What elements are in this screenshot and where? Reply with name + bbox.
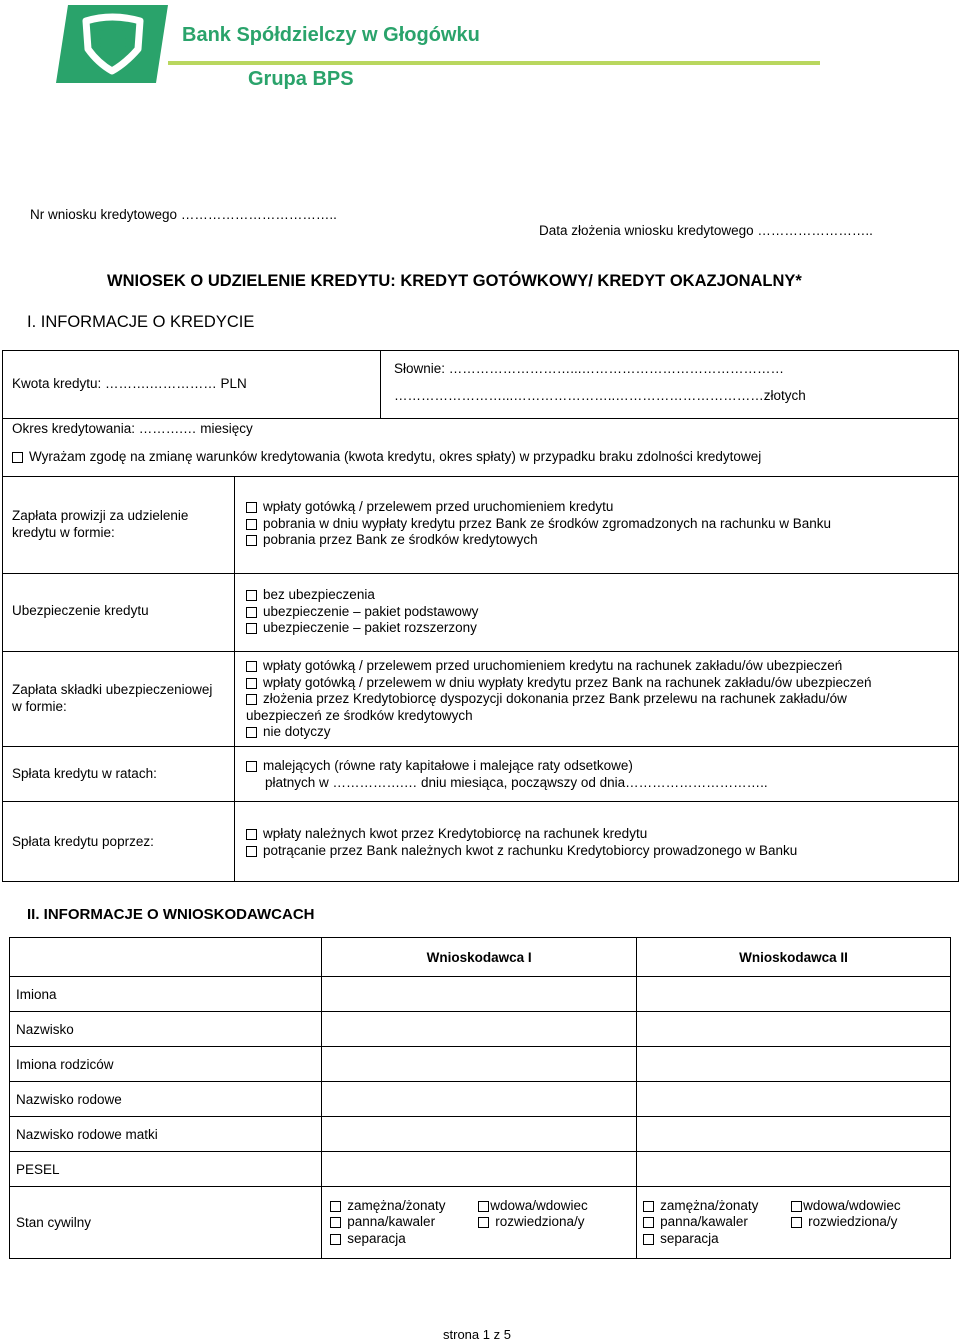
- marital-option[interactable]: [643, 1198, 791, 1215]
- option-label: pobrania przez Bank ze środków kredytowych: [263, 532, 538, 547]
- installments-options: [246, 758, 768, 791]
- form-title: WNIOSEK O UDZIELENIE KREDYTU: KREDYT GOTÓWKOWY/ KREDYT OKAZJONALNY*: [107, 272, 802, 290]
- repayment-option[interactable]: [246, 843, 797, 860]
- option-label: wdowa/wdowiec: [490, 1197, 588, 1213]
- checkbox[interactable]: [246, 535, 257, 546]
- option-label: wpłaty gotówką / przelewem w dniu wypłaty kredytu przez Bank na rachunek zakładu/ów ubezpieczeń: [263, 674, 872, 690]
- header-rule: [168, 61, 820, 65]
- premium-option[interactable]: [246, 675, 872, 692]
- checkbox[interactable]: [330, 1217, 341, 1228]
- credit-amount-field[interactable]: Kwota kredytu: ……….…………… PLN: [12, 376, 247, 391]
- row-label: Nazwisko rodowe: [10, 1082, 322, 1117]
- insurance-option[interactable]: [246, 604, 478, 621]
- option-label: rozwiedziona/y: [808, 1214, 898, 1230]
- table-header-row: [10, 938, 951, 977]
- checkbox[interactable]: [246, 623, 257, 634]
- insurance-options: [246, 587, 478, 637]
- commission-options: [246, 499, 831, 549]
- premium-options: [246, 658, 872, 741]
- checkbox[interactable]: [330, 1234, 341, 1245]
- insurance-option[interactable]: [246, 620, 478, 637]
- row-label: Imiona rodziców: [10, 1047, 322, 1082]
- premium-label: [12, 682, 212, 715]
- marital-status-row: [10, 1187, 951, 1259]
- checkbox[interactable]: [246, 590, 257, 601]
- repayment-option[interactable]: [246, 826, 797, 843]
- section-credit-title: I. INFORMACJE O KREDYCIE: [27, 313, 255, 331]
- marital-option[interactable]: [330, 1198, 478, 1215]
- marital-option[interactable]: [791, 1214, 944, 1231]
- applicant-2-first-names[interactable]: [637, 977, 951, 1012]
- option-label: ubezpieczenie – pakiet rozszerzony: [263, 620, 477, 635]
- checkbox[interactable]: [643, 1201, 654, 1212]
- submission-date: Data złożenia wniosku kredytowego ……………………..: [539, 223, 873, 238]
- consent-checkbox[interactable]: [12, 452, 23, 463]
- premium-option[interactable]: [246, 724, 872, 741]
- option-label: zamężna/żonaty: [347, 1197, 446, 1213]
- credit-amount-words-2[interactable]: ……………………...…………………..……………………………złotych: [394, 388, 806, 403]
- commission-label-line1: Zapłata prowizji za udzielenie: [12, 508, 189, 523]
- row-label: Imiona: [10, 977, 322, 1012]
- option-label: zamężna/żonaty: [660, 1197, 759, 1213]
- table-row: [10, 977, 951, 1012]
- applicant-1-header: Wnioskodawca I: [322, 938, 637, 977]
- option-label: ubezpieczenie – pakiet podstawowy: [263, 603, 479, 619]
- applicant-1-parents-names[interactable]: [322, 1047, 637, 1082]
- checkbox[interactable]: [246, 829, 257, 840]
- option-label: wpłaty gotówką / przelewem przed uruchomieniem kredytu: [263, 499, 614, 514]
- applicant-1-surname[interactable]: [322, 1012, 637, 1047]
- commission-label-line2: kredytu w formie:: [12, 524, 115, 540]
- table-row: [10, 1012, 951, 1047]
- checkbox[interactable]: [246, 678, 257, 689]
- applicant-1-pesel[interactable]: [322, 1152, 637, 1187]
- option-label: złożenia przez Kredytobiorcę dyspozycji dokonania przez Bank przelewu na rachunek zakładu/ów: [263, 691, 847, 706]
- checkbox[interactable]: [330, 1201, 341, 1212]
- applicant-1-maiden-name[interactable]: [322, 1082, 637, 1117]
- consent-label: Wyrażam zgodę na zmianę warunków kredytowania (kwota kredytu, okres spłaty) w przypadku braku zdolności kredytowej: [29, 449, 762, 464]
- repayment-label: Spłata kredytu poprzez:: [12, 834, 154, 849]
- option-label: panna/kawaler: [660, 1214, 748, 1230]
- option-label: nie dotyczy: [263, 724, 331, 739]
- marital-option[interactable]: [643, 1214, 791, 1231]
- installments-due-field[interactable]: płatnych w …………….… dniu miesiąca, począwszy od dnia…………………………..: [265, 774, 768, 790]
- checkbox[interactable]: [791, 1201, 802, 1212]
- repayment-options: [246, 826, 797, 859]
- applicant-1-marital-status: [322, 1187, 637, 1259]
- header-empty-cell: [10, 938, 322, 977]
- consent-option[interactable]: [12, 449, 761, 464]
- applicant-2-mother-maiden-name[interactable]: [637, 1117, 951, 1152]
- table-row: [10, 1082, 951, 1117]
- checkbox[interactable]: [246, 846, 257, 857]
- applicant-2-maiden-name[interactable]: [637, 1082, 951, 1117]
- option-label: bez ubezpieczenia: [263, 587, 375, 602]
- applicant-2-parents-names[interactable]: [637, 1047, 951, 1082]
- premium-option[interactable]: [246, 691, 872, 708]
- option-label: wpłaty należnych kwot przez Kredytobiorcę na rachunek kredytu: [263, 826, 648, 841]
- checkbox[interactable]: [246, 727, 257, 738]
- row-label: Stan cywilny: [10, 1187, 322, 1259]
- table-row: [10, 1152, 951, 1187]
- applicants-table: [9, 937, 951, 1259]
- installments-option[interactable]: [246, 758, 768, 775]
- section-applicants-title: II. INFORMACJE O WNIOSKODAWCACH: [27, 906, 315, 923]
- applicant-1-mother-maiden-name[interactable]: [322, 1117, 637, 1152]
- option-label: malejących (równe raty kapitałowe i malejące raty odsetkowe): [263, 758, 633, 773]
- option-label: separacja: [347, 1230, 406, 1246]
- marital-option[interactable]: [478, 1214, 630, 1231]
- applicant-2-marital-status: [637, 1187, 951, 1259]
- insurance-option[interactable]: [246, 587, 478, 604]
- premium-label-line2: w formie:: [12, 698, 67, 714]
- commission-option[interactable]: [246, 532, 831, 549]
- premium-option-continuation: ubezpieczeń ze środków kredytowych: [246, 707, 473, 723]
- option-label: wdowa/wdowiec: [803, 1197, 901, 1213]
- option-label: potrącanie przez Bank należnych kwot z rachunku Kredytobiorcy prowadzonego w Banku: [263, 842, 798, 858]
- applicant-2-pesel[interactable]: [637, 1152, 951, 1187]
- marital-option[interactable]: [791, 1198, 944, 1215]
- checkbox[interactable]: [478, 1217, 489, 1228]
- option-label: pobrania w dniu wypłaty kredytu przez Bank ze środków zgromadzonych na rachunku w Banku: [263, 515, 832, 531]
- row-label: PESEL: [10, 1152, 322, 1187]
- applicant-2-header: Wnioskodawca II: [637, 938, 951, 977]
- option-label: rozwiedziona/y: [495, 1214, 585, 1230]
- table-row: [10, 1117, 951, 1152]
- application-number: Nr wniosku kredytowego ……………………………..: [30, 207, 337, 222]
- marital-option[interactable]: [330, 1214, 478, 1231]
- checkbox[interactable]: [246, 519, 257, 530]
- checkbox[interactable]: [478, 1201, 489, 1212]
- marital-option[interactable]: [330, 1231, 478, 1248]
- checkbox[interactable]: [643, 1234, 654, 1245]
- checkbox[interactable]: [246, 661, 257, 672]
- checkbox[interactable]: [246, 761, 257, 772]
- option-label: panna/kawaler: [347, 1214, 436, 1230]
- premium-label-line1: Zapłata składki ubezpieczeniowej: [12, 682, 213, 697]
- table-row: [10, 1047, 951, 1082]
- row-label: Nazwisko rodowe matki: [10, 1117, 322, 1152]
- option-label: separacja: [660, 1230, 719, 1246]
- bank-group: Grupa BPS: [248, 68, 354, 90]
- marital-option[interactable]: [643, 1231, 791, 1248]
- checkbox[interactable]: [643, 1217, 654, 1228]
- checkbox[interactable]: [246, 694, 257, 705]
- row-label: Nazwisko: [10, 1012, 322, 1047]
- marital-option[interactable]: [478, 1198, 630, 1215]
- applicant-1-first-names[interactable]: [322, 977, 637, 1012]
- commission-label: [12, 508, 188, 541]
- bank-logo: [56, 5, 168, 83]
- commission-option[interactable]: [246, 516, 831, 533]
- checkbox[interactable]: [246, 502, 257, 513]
- installments-label: Spłata kredytu w ratach:: [12, 766, 157, 781]
- checkbox[interactable]: [246, 607, 257, 618]
- checkbox[interactable]: [791, 1217, 802, 1228]
- credit-amount-words-1[interactable]: Słownie: ………………………...………………………………………: [394, 361, 785, 376]
- option-label: wpłaty gotówką / przelewem przed uruchomieniem kredytu na rachunek zakładu/ów ubezpieczeń: [263, 658, 843, 673]
- insurance-label: Ubezpieczenie kredytu: [12, 603, 149, 618]
- bank-name: Bank Spółdzielczy w Głogówku: [182, 24, 480, 46]
- commission-option[interactable]: [246, 499, 831, 516]
- page-number: strona 1 z 5: [443, 1327, 511, 1342]
- applicant-2-surname[interactable]: [637, 1012, 951, 1047]
- credit-period-field[interactable]: Okres kredytowania: ……….… miesięcy: [12, 421, 253, 436]
- premium-option[interactable]: [246, 658, 872, 675]
